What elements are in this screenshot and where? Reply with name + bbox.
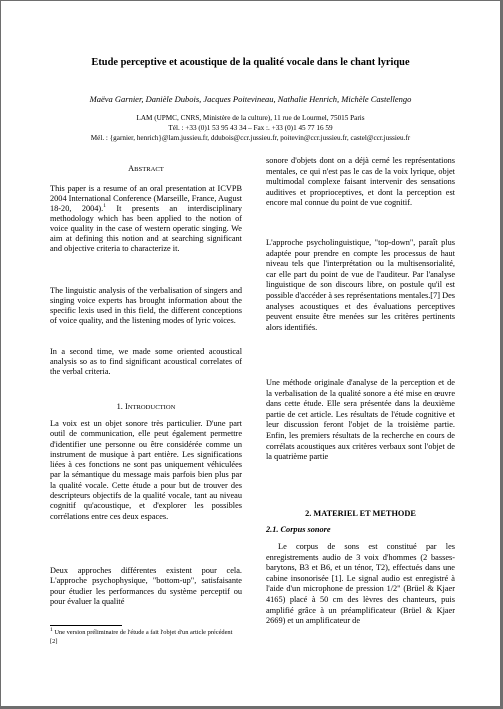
phone-fax: Tél. : +33 (0)1 53 95 43 34 – Fax :. +33 (0)1 45 77 16 59 <box>168 124 333 132</box>
abstract-heading <box>50 164 242 175</box>
abstract-text-b: It presents an interdisciplinary methodology which has been applied to the notion of voice quality in the case of western operatic singing. We aim at defining this notion and at searching significant and objective criteria to characterize it. <box>50 204 242 253</box>
right-paragraph-1 <box>266 156 455 209</box>
intro-text-2: Deux approches différentes existent pour cela. L'approche psychophysique, "bottom-up", satisfaisante pour étudier les performances du système perceptif ou pour évaluer la qualité <box>50 566 242 606</box>
subsection-2-1 <box>266 525 455 535</box>
intro-heading-initial: I <box>124 402 128 411</box>
section-2 <box>266 509 455 519</box>
affiliation: LAM (UPMC, CNRS, Ministère de la culture), 11 rue de Lourmel, 75015 Paris <box>136 114 365 122</box>
subsection-2-1-heading: 2.1. Corpus sonore <box>266 525 331 534</box>
abstract-text-3: In a second time, we made some oriented acoustical analysis so as to find significant acoustical correlates of the verbal criteria. <box>50 347 242 376</box>
right-paragraph-2 <box>266 238 455 333</box>
abstract-text-a: This paper is a resume of an oral presentation at ICVPB 2004 International Conference (Marseille, France, August 18-20, 2004). <box>50 184 242 213</box>
right-text-2: L'approche psycholinguistique, "top-down", paraît plus adaptée pour prendre en compte les processus de haut niveau tels que l'interprétation ou la multisensorialité, car elle part du point de vue de l'auditeur. Par l'analyse linguistique de son discours libre, on postule qu'il est possible d'accéder à ses représentations mentales.[7] Des analyses acoustiques et des évaluations perceptives peuvent ensuite être menées sur les critères pertinents alors identifiés. <box>266 238 455 332</box>
author-list: Maëva Garnier, Danièle Dubois, Jacques Poitevineau, Nathalie Henrich, Michèle Castellengo <box>89 94 412 104</box>
paper-title: Etude perceptive et acoustique de la qualité vocale dans le chant lyrique <box>91 57 410 68</box>
email-list: Mél. : {garnier, henrich}@lam.jussieu.fr, ddubois@ccr.jussieu.fr, poitevin@ccr.jussieu.fr, castel@ccr.jussieu.fr <box>90 134 411 142</box>
intro-paragraph-1 <box>50 419 242 522</box>
abstract-heading-rest: BSTRACT <box>134 166 164 173</box>
intro-section <box>50 402 242 413</box>
section-2-heading: 2. MATERIEL ET METHODE <box>305 509 416 518</box>
abstract-text-2: The linguistic analysis of the verbalisation of singers and singing voice experts has brought information about the specific lexis used in this field, the different conceptions of voice quality, and the listening modes of lyric voices. <box>50 286 242 325</box>
abstract-paragraph-2 <box>50 286 242 326</box>
intro-heading-rest: NTRODUCTION <box>127 404 176 411</box>
footnote-number: 1 <box>50 626 53 633</box>
intro-text-1: La voix est un objet sonore très particulier. D'une part outil de communication, elle peut également permettre d'identifier une personne ou être considérée comme un instrument de musique à part entière. Les significations liées à ces fonctions ne sont pas uniquement véhiculées par la sémantique du message mais parfois bien plus par la qualité vocale. Cette étude a pour but de trouver des descripteurs objectifs de la qualité vocale, tant au niveau cognitif qu'acoustique, et d'explorer les possibles corrélations entre ces deux espaces. <box>50 419 242 521</box>
intro-heading <box>50 402 242 413</box>
footnote-rule <box>50 625 122 626</box>
abstract-paragraph-3 <box>50 347 242 377</box>
right-text-4: Le corpus de sons est constitué par les enregistrements audio de 3 voix d'hommes (2 basses-barytons, B3 et B6, et un ténor, T2), effectués dans une cabine insonorisée [1]. Le signal audio est enregistré à l'aide d'un microphone de pression 1/2" (Brüel & Kjaer 4165) placé à 50 cm des lèvres des chanteurs, puis amplifié grâce à un préamplificateur (Brüel & Kjaer 2669) et un amplificateur de <box>266 542 455 626</box>
right-paragraph-4 <box>266 542 455 627</box>
paper-page <box>1 1 500 706</box>
footnote <box>50 626 240 646</box>
right-paragraph-3 <box>266 378 455 463</box>
right-text-3: Une méthode originale d'analyse de la perception et de la verbalisation de la qualité sonore a été mise en œuvre dans cette étude. Elle sera présentée dans la deuxième partie de cet article. Les résultats de l'étude cognitive et leur discussion feront l'objet de la troisième partie. Enfin, les premiers résultats de la recherche en cours de corrélats acoustiques aux critères verbaux sont l'objet de la quatrième partie <box>266 378 455 462</box>
abstract-paragraph-1 <box>50 184 242 254</box>
footnote-marker: 1 <box>103 203 106 210</box>
footnote-text: Une version préliminaire de l'étude a fait l'objet d'un article précédent [2] <box>50 629 233 645</box>
intro-paragraph-2 <box>50 566 242 607</box>
intro-heading-number: 1. <box>116 402 125 411</box>
abstract-section <box>50 164 242 175</box>
abstract-heading-initial: A <box>128 164 135 173</box>
right-text-1: sonore d'objets dont on a déjà cerné les représentations mentales, ce qui n'est pas le cas de la voix lyrique, objet multimodal complexe faisant intervenir des sensations auditives et proprioceptives, et dont la perception est encore mal connue du point de vue cognitif. <box>266 156 455 208</box>
